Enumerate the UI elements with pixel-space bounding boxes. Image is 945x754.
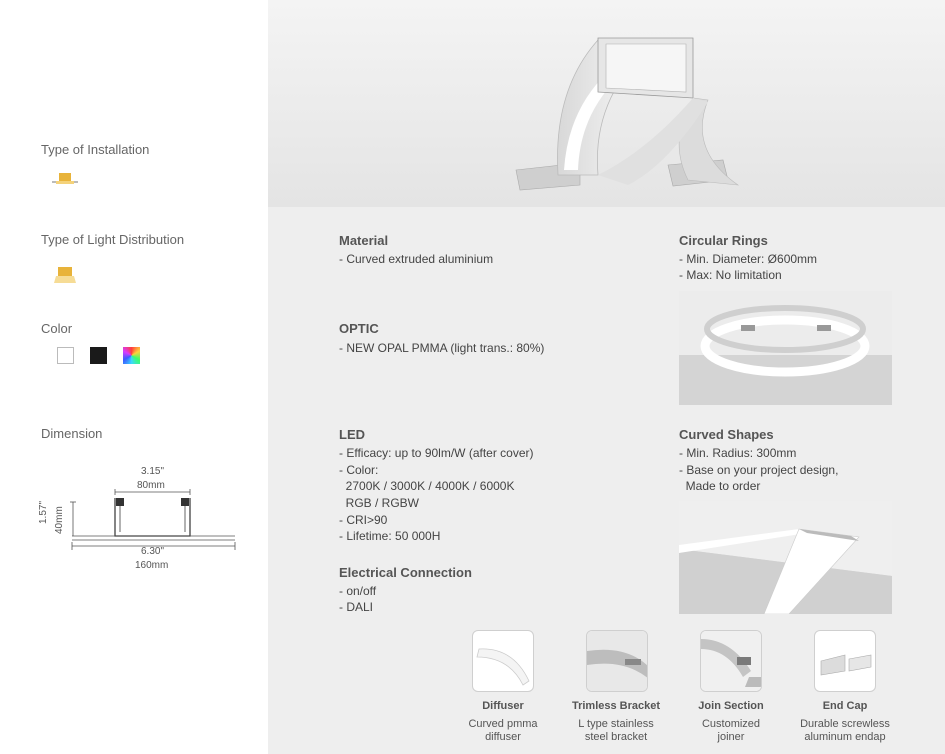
color-label: Color bbox=[41, 321, 73, 336]
color-swatch-black bbox=[90, 347, 107, 364]
dim-total-in: 6.30" bbox=[141, 546, 165, 557]
direct-light-icon bbox=[54, 267, 76, 288]
end-cap-card bbox=[814, 630, 876, 692]
led-line: RGB / RGBW bbox=[339, 496, 420, 510]
dim-total-mm: 160mm bbox=[135, 560, 169, 571]
diffuser-title: Diffuser bbox=[482, 700, 524, 712]
dim-width-in: 3.15" bbox=[141, 466, 165, 477]
curved-line: - Base on your project design, bbox=[679, 463, 839, 477]
led-line: - Lifetime: 50 000H bbox=[339, 529, 441, 543]
end-cap-desc2: aluminum endap bbox=[804, 731, 886, 743]
trimless-bracket-desc2: steel bracket bbox=[584, 731, 648, 743]
end-cap-desc1: Durable screwless bbox=[800, 718, 890, 730]
rings-heading: Circular Rings bbox=[679, 233, 768, 248]
join-section-title: Join Section bbox=[698, 700, 764, 712]
join-section-desc2: joiner bbox=[717, 731, 745, 743]
rings-line: - Max: No limitation bbox=[679, 268, 782, 282]
led-heading: LED bbox=[339, 427, 365, 442]
led-line: - CRI>90 bbox=[339, 513, 388, 527]
dimension-label: Dimension bbox=[41, 426, 103, 441]
trimless-bracket-card bbox=[586, 630, 648, 692]
led-line: 2700K / 3000K / 4000K / 6000K bbox=[339, 479, 515, 493]
curved-line: - Min. Radius: 300mm bbox=[679, 446, 797, 460]
optic-line: - NEW OPAL PMMA (light trans.: 80%) bbox=[339, 341, 545, 355]
optic-heading: OPTIC bbox=[339, 321, 379, 336]
end-cap-title: End Cap bbox=[822, 700, 868, 712]
hero-product-image bbox=[268, 0, 945, 207]
left-panel bbox=[0, 0, 268, 754]
curved-line: Made to order bbox=[679, 479, 761, 493]
trimless-bracket-title: Trimless Bracket bbox=[571, 700, 661, 712]
led-line: - Color: bbox=[339, 463, 379, 477]
diffuser-desc1: Curved pmma bbox=[468, 718, 538, 730]
electrical-heading: Electrical Connection bbox=[339, 565, 472, 580]
circular-ring-image bbox=[679, 291, 892, 405]
color-swatch-rgb bbox=[123, 347, 140, 364]
material-line: - Curved extruded aluminium bbox=[339, 252, 494, 266]
material-heading: Material bbox=[339, 233, 389, 248]
dim-width-mm: 80mm bbox=[137, 480, 165, 491]
diffuser-card bbox=[472, 630, 534, 692]
join-section-desc1: Customized bbox=[701, 718, 761, 730]
distribution-label: Type of Light Distribution bbox=[41, 232, 185, 247]
dim-height-in: 1.57" bbox=[38, 500, 49, 524]
join-section-card bbox=[700, 630, 762, 692]
installation-label: Type of Installation bbox=[41, 142, 150, 157]
electrical-line: - on/off bbox=[339, 584, 377, 598]
rings-line: - Min. Diameter: Ø600mm bbox=[679, 252, 818, 266]
diffuser-desc2: diffuser bbox=[485, 731, 521, 743]
curved-shape-image bbox=[679, 501, 892, 614]
recessed-installation-icon bbox=[52, 172, 78, 191]
color-swatch-white bbox=[57, 347, 74, 364]
electrical-line: - DALI bbox=[339, 600, 374, 614]
dim-height-mm: 40mm bbox=[54, 506, 65, 534]
trimless-bracket-desc1: L type stainless bbox=[578, 718, 654, 730]
curved-heading: Curved Shapes bbox=[679, 427, 774, 442]
led-line: - Efficacy: up to 90lm/W (after cover) bbox=[339, 446, 534, 460]
